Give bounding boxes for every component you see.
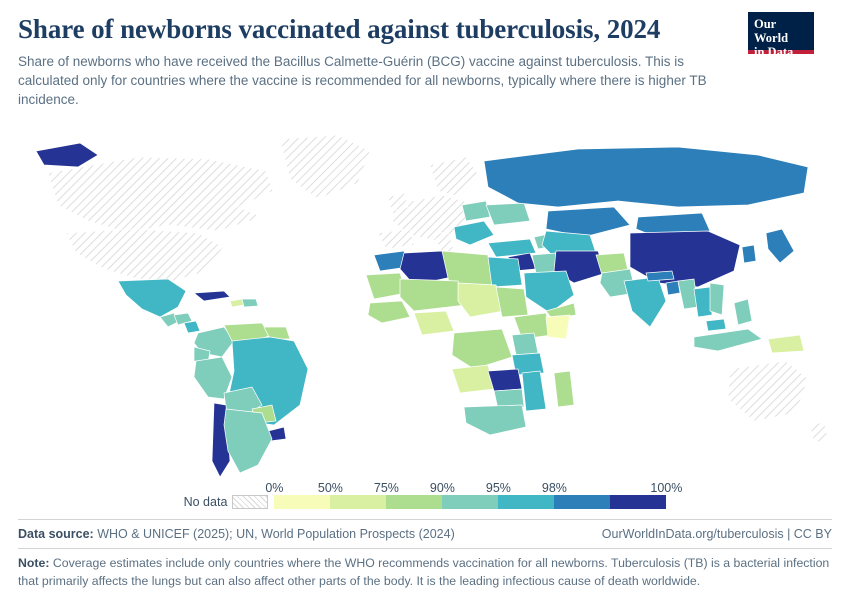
- region-sudan-east[interactable]: [496, 287, 528, 317]
- region-somalia[interactable]: [546, 315, 570, 339]
- region-russia[interactable]: [484, 147, 808, 207]
- region-malaysia[interactable]: [706, 319, 726, 331]
- note-label: Note:: [18, 556, 50, 571]
- world-map[interactable]: [18, 121, 832, 481]
- region-papua-new-guinea[interactable]: [768, 335, 804, 353]
- region-greenland[interactable]: [280, 135, 370, 199]
- region-korea[interactable]: [742, 245, 756, 263]
- data-source-label: Data source:: [18, 527, 94, 542]
- legend-tick-0: 0%: [265, 481, 284, 496]
- legend-tick-2: 75%: [373, 481, 399, 496]
- region-mozambique[interactable]: [522, 371, 546, 411]
- region-mali-niger[interactable]: [400, 279, 466, 311]
- logo-line-1: Our World: [754, 17, 789, 45]
- legend-tick-6: 100%: [650, 481, 683, 496]
- footer-divider-top: [18, 519, 832, 520]
- legend-tick-5: 98%: [541, 481, 567, 496]
- region-egypt[interactable]: [488, 257, 522, 287]
- owid-logo[interactable]: [748, 12, 814, 59]
- region-poland[interactable]: [462, 201, 490, 221]
- chart-note: [18, 555, 832, 590]
- region-angola[interactable]: [452, 365, 494, 393]
- region-zambia[interactable]: [488, 369, 522, 391]
- region-nicaragua[interactable]: [184, 321, 200, 333]
- region-canada[interactable]: [48, 157, 273, 233]
- region-new-zealand[interactable]: [810, 421, 828, 443]
- footer-divider-bottom: [18, 548, 832, 549]
- legend-scale[interactable]: [265, 481, 683, 509]
- region-ukraine[interactable]: [486, 203, 530, 225]
- region-philippines[interactable]: [734, 299, 752, 325]
- region-australia[interactable]: [728, 361, 808, 421]
- region-japan[interactable]: [766, 229, 794, 263]
- region-cuba[interactable]: [194, 291, 230, 301]
- legend-bin-6[interactable]: [610, 481, 683, 509]
- legend-tick-1: 50%: [317, 481, 343, 496]
- note-text: Coverage estimates include only countries where the WHO recommends vaccination for all newborns. Tuberculosis (TB) is a bacterial infection that primarily affects the lungs but can also affect other parts of the body. It is the leading infectious cause of death worldwide.: [18, 556, 830, 588]
- legend-no-data-swatch[interactable]: [232, 495, 268, 509]
- region-dr-congo[interactable]: [452, 329, 512, 369]
- legend-inner: [183, 481, 683, 510]
- legend-tick-3: 90%: [429, 481, 455, 496]
- region-indonesia[interactable]: [694, 329, 762, 351]
- chart-footer: [18, 519, 832, 590]
- region-nigeria[interactable]: [414, 311, 454, 335]
- region-west-africa-coast[interactable]: [368, 301, 410, 323]
- region-haiti[interactable]: [230, 299, 244, 307]
- region-india[interactable]: [624, 277, 666, 327]
- region-dominican-republic[interactable]: [242, 299, 258, 307]
- legend-tick-4: 95%: [485, 481, 511, 496]
- source-row: [18, 527, 832, 541]
- region-iberia[interactable]: [378, 229, 414, 249]
- region-madagascar[interactable]: [554, 371, 574, 407]
- legend-no-data-label: No data: [183, 495, 228, 510]
- region-south-africa[interactable]: [464, 405, 526, 435]
- chart-subtitle: Share of newborns who have received the Bacillus Calmette-Guérin (BCG) vaccine against tuberculosis. This is calculated only for countries where the vaccine is recommended for all newborns, typically where there is higher TB incidence.: [18, 54, 707, 108]
- region-kenya[interactable]: [512, 333, 538, 355]
- page-title: Share of newborns vaccinated against tuberculosis, 2024: [18, 14, 661, 44]
- map-regions: [36, 135, 828, 477]
- map-svg[interactable]: [18, 121, 832, 481]
- region-vietnam[interactable]: [710, 283, 724, 315]
- region-bangladesh[interactable]: [666, 281, 680, 295]
- region-nepal-bhutan[interactable]: [646, 271, 674, 281]
- chart-header: [18, 0, 832, 109]
- region-united-states[interactable]: [66, 229, 223, 281]
- legend-no-data[interactable]: [184, 483, 269, 509]
- data-source-text: WHO & UNICEF (2025); UN, World Population Prospects (2024): [97, 527, 455, 542]
- map-legend[interactable]: [18, 483, 832, 517]
- owid-link[interactable]: OurWorldInData.org/tuberculosis | CC BY: [601, 527, 832, 542]
- region-thailand[interactable]: [694, 287, 712, 317]
- region-alaska[interactable]: [36, 143, 98, 167]
- legend-bin-5[interactable]: [541, 481, 610, 509]
- region-mexico[interactable]: [118, 279, 186, 317]
- data-source: [18, 527, 455, 541]
- region-scandinavia[interactable]: [430, 157, 480, 197]
- logo-line-2: in Data: [754, 45, 794, 59]
